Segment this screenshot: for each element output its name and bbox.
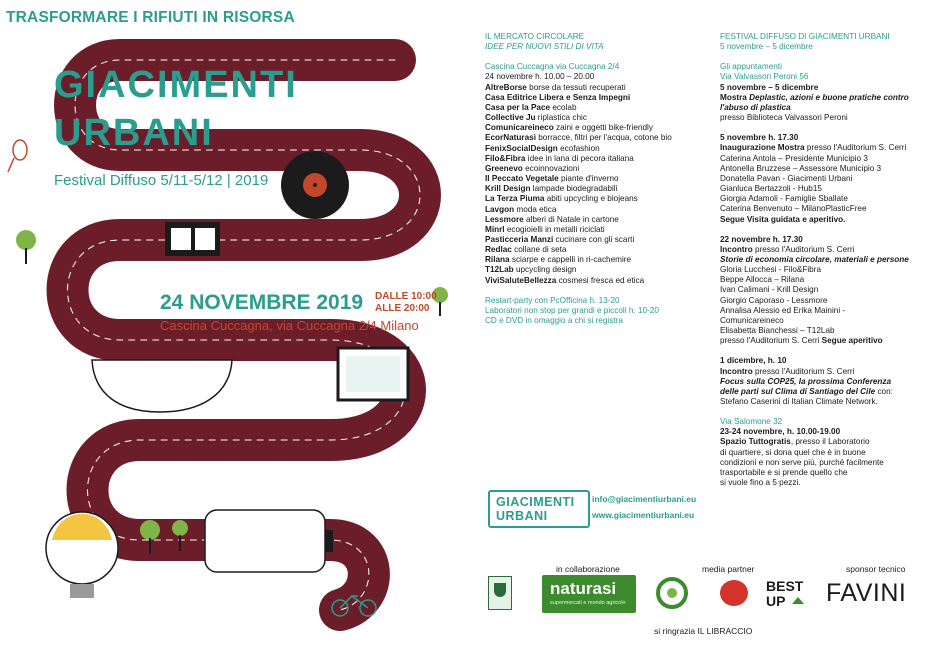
- workshops: Laboratori non stop per grandi e piccoli h. 10-20: [485, 305, 659, 315]
- bestup-line1: BEST: [766, 578, 804, 594]
- restart-party: Restart-party con PcOfficina h. 13-20: [485, 295, 620, 305]
- logo-line1: GIACIMENTI: [496, 495, 575, 509]
- poster-venue: Cascina Cuccagna, via Cuccagna 2/4 Milano: [160, 318, 419, 333]
- list-item: AltreBorse borse da tessuti recuperati: [485, 82, 626, 92]
- cd-dvd-gift: CD e DVD in omaggio a chi si registra: [485, 316, 623, 326]
- festival-heading: FESTIVAL DIFFUSO DI GIACIMENTI URBANI: [720, 32, 890, 41]
- list-item: Redlac collane di seta: [485, 245, 567, 255]
- appointments-venue: Via Valvassori Peroni 56: [720, 72, 809, 82]
- event1-title-cont: l'abuso di plastica: [720, 102, 791, 112]
- event4-date: 1 dicembre, h. 10: [720, 356, 787, 366]
- event5-desc: di quartiere, si dona quel che è in buone: [720, 447, 866, 457]
- bestup-line2: UP: [766, 593, 786, 609]
- speaker: Antonella Bruzzese – Assessore Municipio 3: [720, 163, 882, 173]
- giacimenti-urbani-logo: [488, 490, 590, 528]
- favini-logo: FAVINI: [826, 579, 907, 607]
- event5-desc: trasportabile e si prende quello che: [720, 467, 848, 477]
- list-item: Krill Design lampade biodegradabili: [485, 184, 618, 194]
- festival-column: [720, 32, 909, 488]
- battery-icon: [205, 510, 325, 572]
- event4-topic: Focus sulla COP25, la prossima Conferenza: [720, 376, 892, 386]
- speaker: Gloria Lucchesi - Filo&Fibra: [720, 265, 822, 275]
- poster-tagline: TRASFORMARE I RIFIUTI IN RISORSA: [6, 9, 295, 26]
- market-venue: Cascina Cuccagna via Cuccagna 2/4: [485, 62, 620, 72]
- list-item: Il Peccato Vegetale piante d'inverno: [485, 174, 619, 184]
- speaker: Donatella Pavan - Giacimenti Urbani: [720, 173, 853, 183]
- speaker: Caterina Antola – Presidente Municipio 3: [720, 153, 868, 163]
- house-icon: [792, 597, 804, 604]
- speaker: Gianluca Bertazzoli - Hub15: [720, 184, 822, 194]
- list-item: T12Lab upcycling design: [485, 265, 577, 275]
- speaker: Comunicareineco: [720, 315, 784, 325]
- bathtub-icon: [92, 360, 232, 412]
- poster-event-date: 24 NOVEMBRE 2019: [160, 291, 364, 314]
- festival-dates: 5 novembre – 5 dicembre: [720, 42, 813, 52]
- event1-title: Mostra Deplastic, azioni e buone pratiche contro: [720, 92, 909, 102]
- list-item: Rilana sciarpe e cappelli in ri-cachemire: [485, 255, 632, 265]
- speaker: Beppe Allocca – Rilana: [720, 275, 805, 285]
- event5-title: Spazio Tuttogratis, presso il Laboratorio: [720, 437, 870, 447]
- event1-date: 5 novembre – 5 dicembre: [720, 82, 819, 92]
- poster-hours-from: DALLE 10:00: [375, 291, 437, 302]
- logo-line2: URBANI: [496, 509, 548, 523]
- poster-hours-to: ALLE 20:00: [375, 303, 430, 314]
- crest-icon: [494, 583, 506, 597]
- sponsor-footer: [470, 560, 937, 656]
- poster-title-line1: GIACIMENTI: [54, 64, 298, 106]
- list-item: ViviSaluteBellezza cosmesi fresca ed etica: [485, 275, 645, 285]
- list-item: Minrl ecogioielli in metalli riciclati: [485, 224, 605, 234]
- exhibitor-list: [485, 83, 672, 286]
- market-column: [485, 32, 672, 326]
- list-item: Lessmore alberi di Natale in cartone: [485, 214, 619, 224]
- event5-desc: si vuole fino a 5 pezzi.: [720, 478, 801, 488]
- event4-title: Incontro presso l'Auditorium S. Cerri: [720, 366, 855, 376]
- bestup-logo: [766, 578, 810, 612]
- list-item: Lavgon moda etica: [485, 204, 557, 214]
- market-time: 24 novembre h. 10.00 – 20.00: [485, 72, 595, 82]
- poster-festival-dates: Festival Diffuso 5/11-5/12 | 2019: [54, 172, 269, 189]
- list-item: EcorNaturasì borracce, filtri per l'acqua, cotone bio: [485, 133, 672, 143]
- media-partner-label: media partner: [702, 564, 755, 574]
- speaker: Giorgia Adamoli - Famiglie Sballate: [720, 194, 848, 204]
- list-item: Comunicareineco zaini e oggetti bike-friendly: [485, 123, 653, 133]
- event5-venue: Via Salomone 32: [720, 417, 783, 427]
- market-subheading: IDEE PER NUOVI STILI DI VITA: [485, 42, 604, 52]
- event3-title: Incontro presso l'Auditorium S. Cerri: [720, 244, 855, 254]
- naturasi-logo: [542, 575, 636, 613]
- list-item: Pasticceria Manzi cucinare con gli scarti: [485, 234, 635, 244]
- event2-followup: Segue Visita guidata e aperitivo.: [720, 214, 846, 224]
- event4-speaker: Stefano Caserini di Italian Climate Network.: [720, 397, 878, 406]
- list-item: Casa Editrice Libera e Senza Impegni: [485, 92, 631, 102]
- event3-date: 22 novembre h. 17.30: [720, 234, 803, 244]
- event1-place: presso Biblioteca Valvassori Peroni: [720, 113, 848, 123]
- sponsor-label: sponsor tecnico: [846, 564, 906, 574]
- speaker: Annalisa Alessio ed Erika Mainini -: [720, 305, 846, 315]
- poster-title-line2: URBANI: [54, 112, 214, 154]
- globe-icon: [667, 588, 677, 598]
- media-partner-logo-2: [720, 580, 748, 606]
- website-link[interactable]: www.giacimentiurbani.eu: [592, 510, 695, 520]
- event2-title: Inaugurazione Mostra presso l'Auditorium S. Cerri: [720, 143, 907, 153]
- thanks-note: si ringrazia IL LIBRACCIO: [654, 626, 753, 636]
- contact-block: [488, 490, 728, 530]
- municipality-logo: [488, 576, 512, 610]
- speaker: Elisabetta Bianchessi – T12Lab: [720, 326, 835, 336]
- event5-date: 23-24 novembre, h. 10.00-19.00: [720, 427, 841, 437]
- collab-label: in collaborazione: [556, 564, 620, 574]
- naturasi-wordmark: naturasi: [550, 579, 617, 598]
- event4-topic-cont: delle parti sul Clima di Santiago del Cile con:: [720, 386, 893, 396]
- list-item: Greenevo ecoinnovazioni: [485, 163, 580, 173]
- list-item: La Terza Piuma abiti upcycling e biojeans: [485, 194, 638, 204]
- event3-topic: Storie di economia circolare, materiali e persone: [720, 254, 909, 264]
- speaker: Caterina Benvenuto – MilanoPlasticFree: [720, 204, 867, 214]
- event3-followup: presso l'Auditorium S. Cerri Segue aperitivo: [720, 336, 883, 346]
- naturasi-tagline: supermercati e mondo agricolo: [550, 600, 626, 606]
- tennis-racket-icon: [13, 140, 27, 160]
- list-item: Casa per la Pace ecolab: [485, 102, 577, 112]
- appointments-heading: Gli appuntamenti: [720, 62, 782, 72]
- list-item: Collective Ju riplastica chic: [485, 113, 587, 123]
- list-item: FenixSocialDesign ecofashion: [485, 143, 600, 153]
- email-link[interactable]: info@giacimentiurbani.eu: [592, 494, 697, 504]
- market-heading: IL MERCATO CIRCOLARE: [485, 32, 585, 41]
- event5-desc: condizioni e non serve più, purché facilmente: [720, 457, 884, 467]
- media-partner-logo-1: [656, 577, 688, 609]
- speaker: Ivan Calimani - Krill Design: [720, 285, 819, 295]
- speaker: Giorgio Caporaso - Lessmore: [720, 295, 828, 305]
- list-item: Filo&Fibra idee in lana di pecora italiana: [485, 153, 634, 163]
- event2-date: 5 novembre h. 17.30: [720, 133, 799, 143]
